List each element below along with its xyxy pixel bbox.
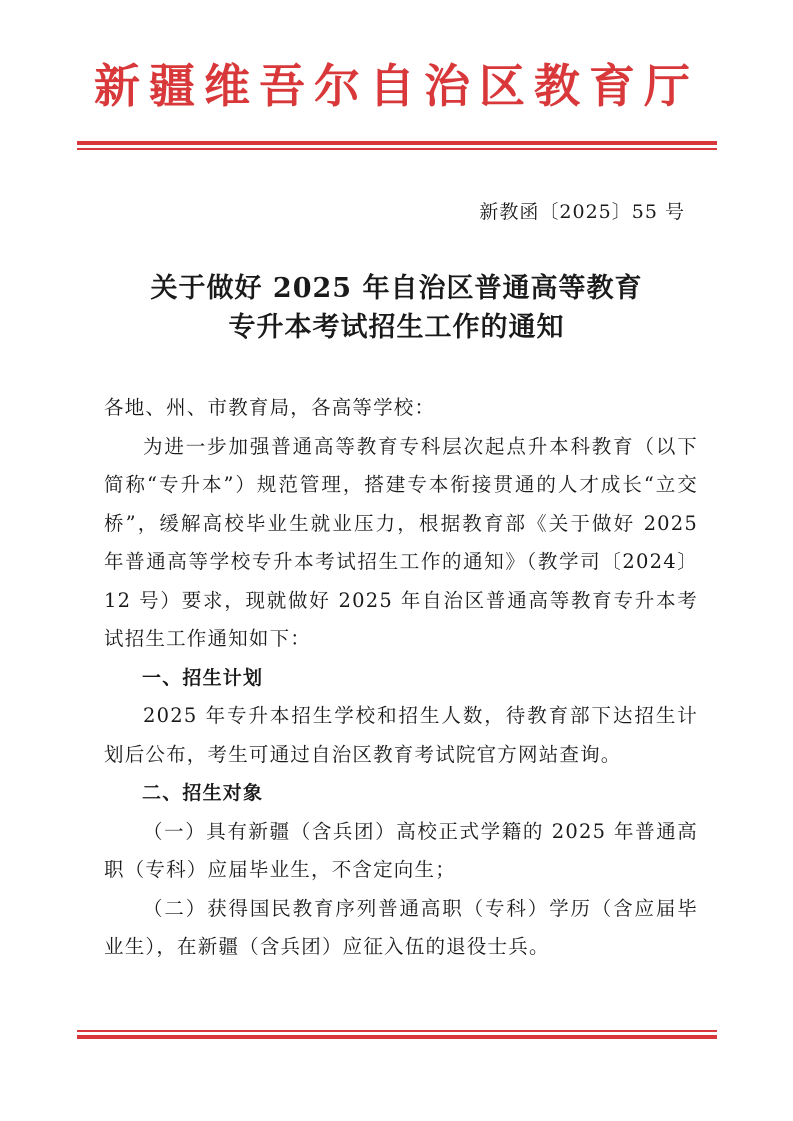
document-body: [104, 389, 698, 967]
org-header: 新疆维吾尔自治区教育厅: [94, 59, 699, 113]
footer-rule-thick: [77, 1035, 717, 1039]
document-number: 新教函〔2025〕55 号: [479, 201, 685, 223]
section-1-paragraph: 2025 年专升本招生学校和招生人数，待教育部下达招生计划后公布，考生可通过自治区教育考试院官方网站查询。: [104, 704, 698, 766]
document-title-line-1: 关于做好 2025 年自治区普通高等教育: [150, 273, 643, 304]
section-2-item-1: （一）具有新疆（含兵团）高校正式学籍的 2025 年普通高职（专科）应届毕业生，不含定向生；: [104, 819, 698, 881]
section-1-heading: 一、招生计划: [142, 666, 264, 689]
header-rule-thick: [77, 141, 717, 145]
intro-paragraph: 为进一步加强普通高等教育专科层次起点升本科教育（以下简称“专升本”）规范管理，搭建专本衔接贯通的人才成长“立交桥”，缓解高校毕业生就业压力，根据教育部《关于做好 2025 年普通高等学校专升本考试招生工作的通知》（教学司〔2024〕12 号）要求，现就做好 2025 年自治区普通高等教育专升本考试招生工作通知如下：: [104, 434, 698, 650]
salutation: 各地、州、市教育局，各高等学校：: [104, 396, 436, 419]
header-rule-thin: [77, 148, 717, 150]
section-2-heading: 二、招生对象: [142, 782, 264, 804]
footer-rule-thin: [77, 1030, 717, 1032]
document-title-line-2: 专升本考试招生工作的通知: [228, 312, 565, 343]
section-2-item-2: （二）获得国民教育序列普通高职（专科）学历（含应届毕业生），在新疆（含兵团）应征入伍的退役士兵。: [104, 896, 698, 958]
